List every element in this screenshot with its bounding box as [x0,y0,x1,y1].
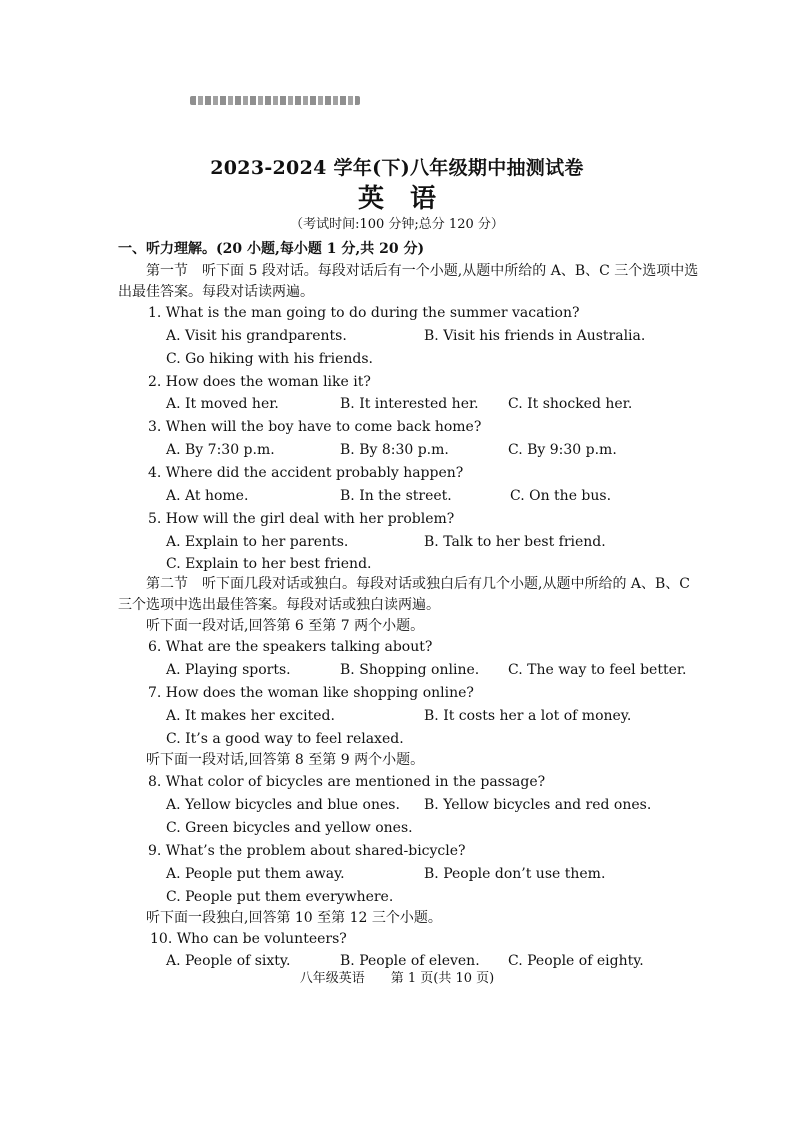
header-smudge [190,96,360,105]
q7-option-c: C. It’s a good way to feel relaxed. [166,731,404,747]
q1-option-a: A. Visit his grandparents. [166,328,347,344]
subject-title: 英 语 [357,184,436,214]
question-6: 6. What are the speakers talking about? [148,639,433,655]
q8-option-c: C. Green bicycles and yellow ones. [166,820,413,836]
section-heading: 一、听力理解。(20 小题,每小题 1 分,共 20 分) [118,241,425,257]
q9-option-a: A. People put them away. [166,866,345,882]
q7-option-b: B. It costs her a lot of money. [424,708,632,724]
q1-option-c: C. Go hiking with his friends. [166,351,373,367]
q7-option-a: A. It makes her excited. [166,708,335,724]
q6-option-b: B. Shopping online. [340,662,480,678]
q9-option-b: B. People don’t use them. [424,866,606,882]
q4-option-b: B. In the street. [340,488,452,504]
question-1: 1. What is the man going to do during the summer vacation? [148,305,580,321]
monolog-intro: 听下面一段独白,回答第 10 至第 12 三个小题。 [146,910,442,926]
q6-option-c: C. The way to feel better. [508,662,687,678]
q1-option-b: B. Visit his friends in Australia. [424,328,646,344]
q5-option-c: C. Explain to her best friend. [166,556,372,572]
exam-title: 2023-2024 学年(下)八年级期中抽测试卷 [210,157,584,179]
q8-option-b: B. Yellow bicycles and red ones. [424,797,652,813]
question-5: 5. How will the girl deal with her problem? [148,511,455,527]
q3-option-a: A. By 7:30 p.m. [166,442,275,458]
q2-option-a: A. It moved her. [166,396,279,412]
q2-option-c: C. It shocked her. [508,396,633,412]
q5-option-a: A. Explain to her parents. [166,534,349,550]
q5-option-b: B. Talk to her best friend. [424,534,606,550]
question-9: 9. What’s the problem about shared-bicycle? [148,843,466,859]
dialog-2-intro: 听下面一段对话,回答第 8 至第 9 两个小题。 [146,752,425,768]
exam-info: （考试时间:100 分钟;总分 120 分） [290,217,504,232]
question-2: 2. How does the woman like it? [148,374,371,390]
page-footer: 八年级英语 第 1 页(共 10 页) [299,971,495,986]
q10-option-a: A. People of sixty. [166,953,291,969]
dialog-1-intro: 听下面一段对话,回答第 6 至第 7 两个小题。 [146,618,425,634]
question-10: 10. Who can be volunteers? [150,931,347,947]
q4-option-c: C. On the bus. [510,488,612,504]
q3-option-c: C. By 9:30 p.m. [508,442,617,458]
question-4: 4. Where did the accident probably happen? [148,465,464,481]
q3-option-b: B. By 8:30 p.m. [340,442,449,458]
part2-instruction-cont: 三个选项中选出最佳答案。每段对话或独白读两遍。 [118,597,440,613]
q10-option-c: C. People of eighty. [508,953,644,969]
question-7: 7. How does the woman like shopping online? [148,685,474,701]
q4-option-a: A. At home. [166,488,249,504]
q6-option-a: A. Playing sports. [166,662,291,678]
q8-option-a: A. Yellow bicycles and blue ones. [166,797,400,813]
q2-option-b: B. It interested her. [340,396,479,412]
part1-instruction: 第一节 听下面 5 段对话。每段对话后有一个小题,从题中所给的 A、B、C 三个选项中选 [146,263,699,279]
question-8: 8. What color of bicycles are mentioned in the passage? [148,774,546,790]
q9-option-c: C. People put them everywhere. [166,889,394,905]
q10-option-b: B. People of eleven. [340,953,480,969]
question-3: 3. When will the boy have to come back home? [148,419,482,435]
part1-instruction-cont: 出最佳答案。每段对话读两遍。 [118,284,314,300]
part2-instruction: 第二节 听下面几段对话或独白。每段对话或独白后有几个小题,从题中所给的 A、B、C [146,576,691,592]
